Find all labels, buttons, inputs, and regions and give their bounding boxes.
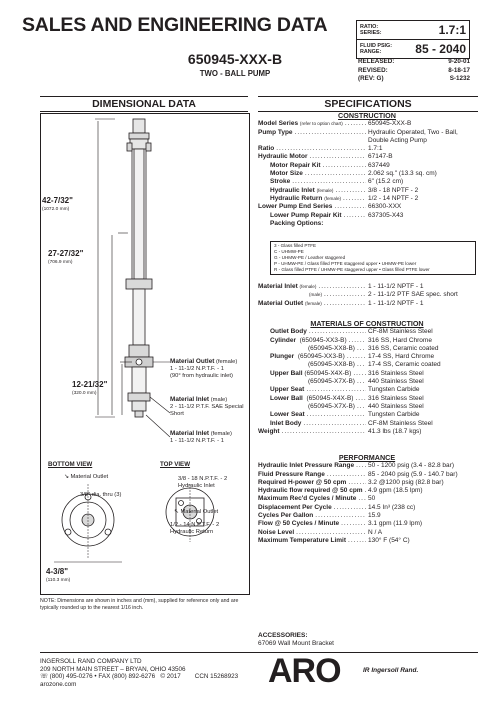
ratio-value: 1.7:1	[438, 23, 466, 37]
tv-material-outlet: ↖ Material Outlet	[174, 509, 219, 515]
psig-value: 85 - 2040	[415, 42, 466, 56]
dim-base: 4-3/8" (110.3 mm)	[46, 567, 71, 583]
dimension-note: NOTE: Dimensions are shown in inches and (mm), supplied for reference only and are typically rounded up to the nearest 1/16 inch.	[40, 598, 239, 611]
performance-block: PERFORMANCE Hydraulic Inlet Pressure Range ..... 50 - 1200 psig (3.4 - 82.8 bar) Fluid Pressure Range ..... 85 - 2040 psig (5.9 - 140.7 bar) Required H-power @ 50 cpm ..... 3.2 @1200 psig (82.8 bar) Hydraulic flow required @ 50 cpm ..... 4.9 gpm (18.5 lpm) Maximum Rec'd Cycles / Minute ..... 50 Displacement Per Cycle ..... 14.5 In³ (238 cc) Cycles Per Gallon ..... 15.9 Flow @ 50 Cycles / Minute ..... 3.1 gpm (11.9 lpm) Noise Level ..... N / A Maximum Temperature Limit ..... 130° F (54° C)	[258, 454, 476, 545]
footer-address: INGERSOLL RAND COMPANY LTD 209 NORTH MAIN STREET – BRYAN, OHIO 43506 ☏ (800) 495-0276 • FAX (800) 892-6276 © 2017 CCN 15268923 arozone.com	[40, 658, 239, 688]
dim-overall: 42-7/32" (1072.0 mm)	[42, 196, 73, 212]
bv-thru-holes: 3/8" dia. thru (3)	[80, 492, 122, 498]
bottom-view-label: BOTTOM VIEW	[48, 461, 93, 468]
dim-mid: 27-27/32" (706.9 mm)	[48, 249, 84, 265]
materials-block: MATERIALS OF CONSTRUCTION Outlet Body ..... CF-8M Stainless Steel Cylinder (650945-XX3-B) ..... 316 SS, Hard Chrome (650945-XX8-B) ..... 316 SS, Ceramic coated Plunger (650945-XX3-B) ..... 17-4 SS, Hard Chrome (650945-XX8-B) ..... 17-4 SS, Ceramic coated Upper Ball (650945-X4X-B) ..... 316 Stainless Steel (650945-X7X-B) ..... 440 Stainless Steel Upper Seat ..... Tungsten Carbide Lower Ball (650945-X4X-B) ..... 316 Stainless Steel (650945-X7X-B) ..... 440 Stainless Steel Lower Seat ..... Tungsten Carbide Inlet Body ..... CF-8M Stainless Steel Weight ..... 41.3 lbs (18.7 kgs)	[258, 320, 476, 436]
material-ports-block: Material Inlet (female) ..... 1 - 11-1/2 NPTF - 1 (male) ..... 2 - 11-1/2 PTF SAE spec. short Material Outlet (female) ..... 1 - 11-1/2 NPTF - 1	[258, 283, 476, 308]
aro-logo: ARO	[268, 652, 341, 690]
callout-material-outlet: Material Outlet (female) 1 - 11-1/2 N.P.T.F. - 1 (90° from hydraulic inlet)	[170, 358, 238, 379]
top-view-label: TOP VIEW	[160, 461, 191, 468]
packing-options-box: 3 - Glass filled PTFE C - UHMW-PE G - UHMW-PE / Leather staggered P - UHMW-PE / Glass filled PTFE staggered upper • UHMW-PE lower R - Glass filled PTFE / UHMW-PE staggered upper • Glass filled PTFE lower	[270, 241, 476, 275]
tv-hydraulic-return: 1/2 - 14 N.P.T.F. - 2 Hydraulic Return	[170, 522, 220, 535]
accessories-block: ACCESSORIES: 67069 Wall Mount Bracket	[258, 632, 334, 648]
ir-emblem-icon: IR	[363, 667, 370, 674]
page-title: SALES AND ENGINEERING DATA	[22, 14, 328, 36]
callout-material-inlet-female: Material Inlet (female) 1 - 11-1/2 N.P.T.F. - 1	[170, 430, 232, 444]
tv-hydraulic-inlet: 3/8 - 18 N.P.T.F. - 2 Hydraulic Inlet	[178, 476, 228, 489]
specifications-block: CONSTRUCTION Model Series (refer to option chart) ..... 650945-XXX-B Pump Type ..... Hydraulic Operated, Two - Ball, Double Acting Pump Ratio ..... 1.7:1 Hydraulic Motor ..... 67147-B Motor Repair Kit ..... 637449 Motor Size ..... 2.062 sq." (13.3 sq. cm) Stroke ..... 6" (15.2 cm) Hydraulic Inlet (female) ..... 3/8 - 18 NPTF - 2 Hydraulic Return (female) ..... 1/2 - 14 NPTF - 2 Lower Pump End Series ..... 66300-XXX Lower Pump Repair Kit ..... 637305-X43 Packing Options:	[258, 112, 476, 228]
dimensional-heading: DIMENSIONAL DATA	[92, 98, 196, 110]
bv-material-outlet: ↘ Material Outlet	[64, 474, 109, 480]
specifications-heading: SPECIFICATIONS	[324, 98, 412, 110]
dim-low: 12-21/32" (320.0 mm)	[72, 380, 108, 396]
pump-drawing	[40, 113, 248, 473]
pump-subtitle: TWO - BALL PUMP	[199, 69, 271, 78]
callout-material-inlet-male: Material Inlet (male) 2 - 11-1/2 P.T.F. SAE Special Short	[170, 396, 244, 417]
ingersoll-rand-logo: IR Ingersoll Rand.	[363, 667, 419, 674]
model-number: 650945-XXX-B	[187, 51, 283, 67]
revision-block: RELEASED: 9-20-01 REVISED: 8-18-17 (REV: G) S-1232	[358, 58, 470, 82]
ratio-box: RATIO: SERIES: 1.7:1 FLUID PSIG: RANGE: 85 - 2040	[356, 20, 470, 59]
